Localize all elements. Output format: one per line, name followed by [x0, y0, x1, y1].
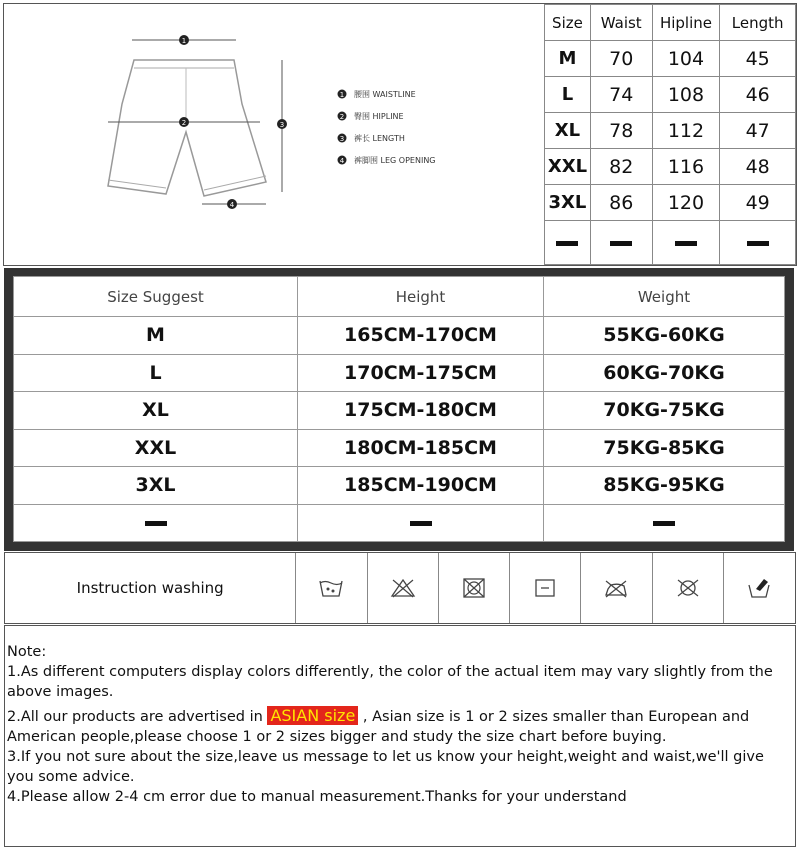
- table-row: 3XL 86 120 49: [545, 185, 796, 221]
- dash-mark: [556, 241, 578, 246]
- notes-title: Note:: [7, 644, 47, 660]
- table-row: M 70 104 45: [545, 41, 796, 77]
- svg-text:1: 1: [181, 37, 187, 45]
- measurement-section: [3, 3, 797, 266]
- washing-instructions: [4, 552, 796, 624]
- svg-text:1: 1: [339, 91, 345, 99]
- header-length: Length: [720, 5, 796, 41]
- svg-text:3: 3: [279, 121, 285, 129]
- table-row: XL 175CM-180CM 70KG-75KG: [14, 392, 785, 430]
- note-2: 2.All our products are advertised in ASIAN size , Asian size is 1 or 2 sizes smaller than European and: [7, 706, 750, 725]
- table-header-row: [14, 277, 785, 317]
- low-iron-icon: [603, 577, 629, 599]
- no-bleach-icon: [390, 577, 416, 599]
- svg-text:2: 2: [339, 113, 345, 121]
- note-4: 4.Please allow 2-4 cm error due to manual measurement.Thanks for your understand: [7, 789, 627, 805]
- legend-waistline: 腰围 WAISTLINE: [354, 90, 416, 99]
- diagram-legend: [338, 90, 436, 166]
- header-weight: Weight: [544, 277, 785, 317]
- note-1: 1.As different computers display colors differently, the color of the actual item may vary slightly from the above images.: [7, 664, 773, 700]
- table-row: L 170CM-175CM 60KG-70KG: [14, 354, 785, 392]
- hand-wash-icon: [746, 577, 772, 599]
- table-row: M 165CM-170CM 55KG-60KG: [14, 317, 785, 355]
- svg-text:3: 3: [339, 135, 345, 143]
- legend-length: 裤长 LENGTH: [354, 134, 405, 143]
- dash-mark: [145, 521, 167, 526]
- dash-mark: [747, 241, 769, 246]
- header-size: Size: [545, 5, 591, 41]
- table-row: XXL 82 116 48: [545, 149, 796, 185]
- svg-text:2: 2: [181, 119, 187, 127]
- table-row-empty: [545, 221, 796, 265]
- legend-leg-opening: 裤脚围 LEG OPENING: [354, 156, 436, 165]
- notes-section: [4, 625, 796, 847]
- table-row: 3XL 185CM-190CM 85KG-95KG: [14, 467, 785, 505]
- note-3: 3.If you not sure about the size,leave us message to let us know your height,weight and waist,we'll give you some advice.: [7, 749, 764, 785]
- table-row: XL 78 112 47: [545, 113, 796, 149]
- svg-text:4: 4: [339, 157, 345, 165]
- dash-mark: [410, 521, 432, 526]
- size-suggest-table: [13, 276, 785, 542]
- note-2-cont: American people,please choose 1 or 2 sizes bigger and study the size chart before buying.: [7, 729, 667, 745]
- header-hipline: Hipline: [652, 5, 720, 41]
- size-suggest-section: [4, 268, 794, 551]
- table-header-row: [545, 5, 796, 41]
- header-size-suggest: Size Suggest: [14, 277, 298, 317]
- washing-label: Instruction washing: [5, 553, 296, 623]
- no-dry-clean-icon: [675, 577, 701, 599]
- shorts-diagram: [4, 4, 544, 265]
- asian-size-highlight: ASIAN size: [267, 706, 358, 725]
- no-tumble-dry-icon: [461, 577, 487, 599]
- size-chart-table: [544, 4, 796, 265]
- line-dry-icon: [532, 577, 558, 599]
- dash-mark: [675, 241, 697, 246]
- table-row-empty: [14, 504, 785, 542]
- table-row: L 74 108 46: [545, 77, 796, 113]
- svg-text:4: 4: [229, 201, 235, 209]
- header-waist: Waist: [590, 5, 652, 41]
- dash-mark: [653, 521, 675, 526]
- legend-hipline: 臀围 HIPLINE: [354, 112, 404, 121]
- header-height: Height: [298, 277, 544, 317]
- dash-mark: [610, 241, 632, 246]
- table-row: XXL 180CM-185CM 75KG-85KG: [14, 429, 785, 467]
- wash-30-icon: [318, 577, 344, 599]
